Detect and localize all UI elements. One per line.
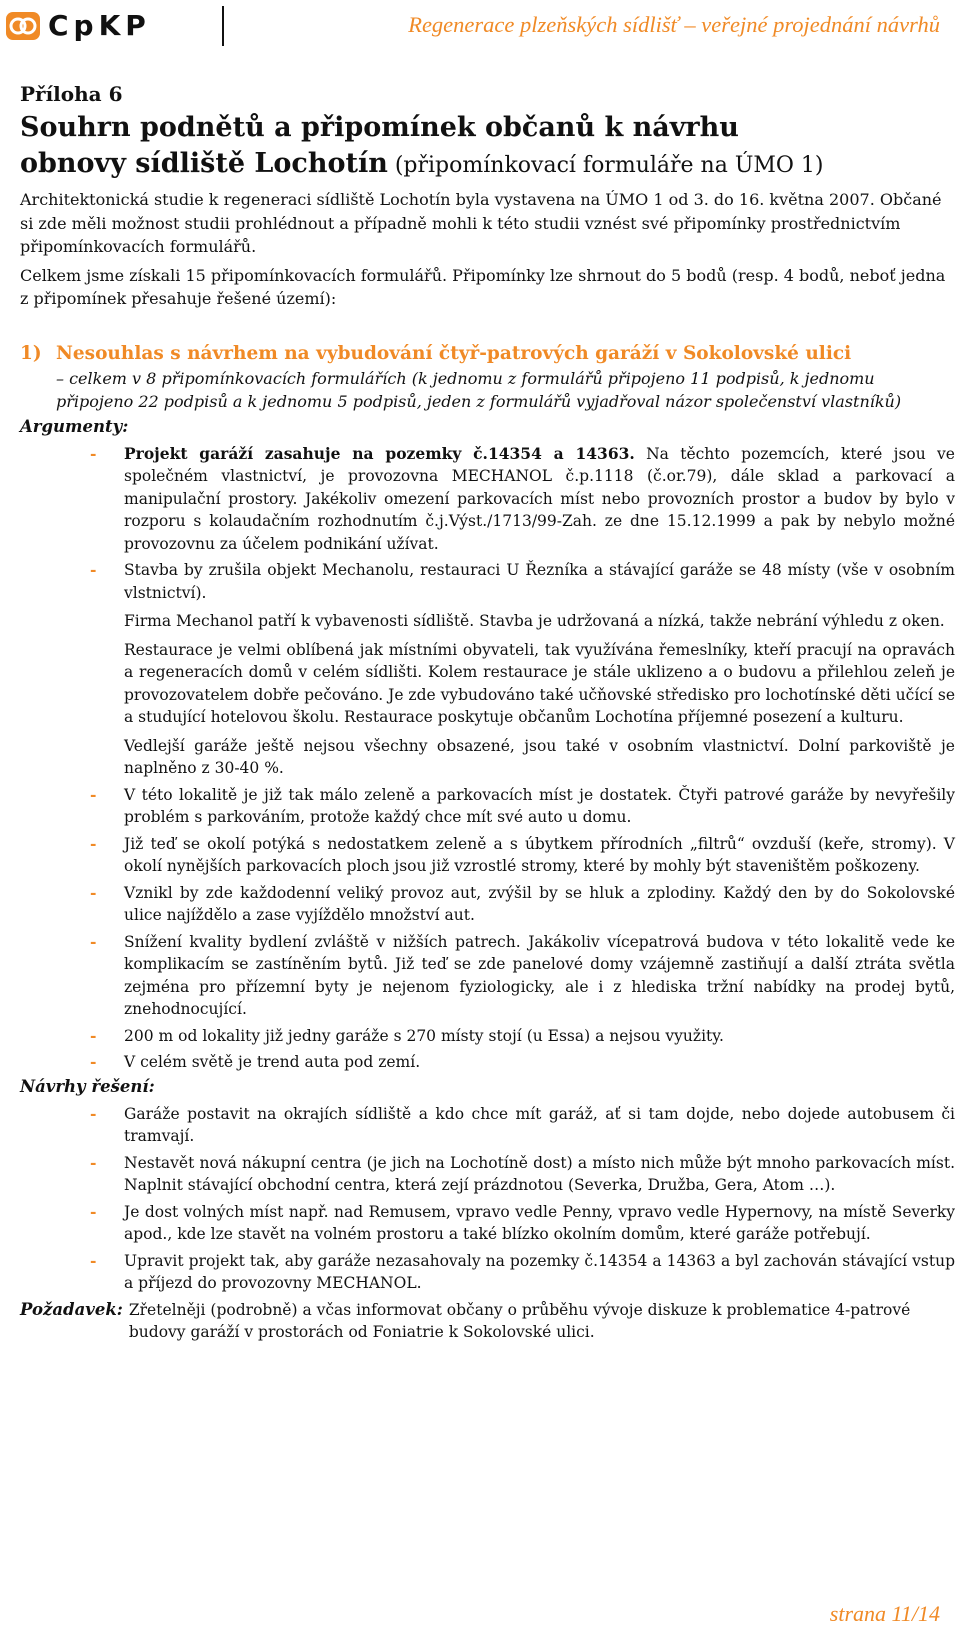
argument-4: Již teď se okolí potýká s nedostatkem zeleně a s úbytkem přírodních „filtrů“ ovzduší (keře, stromy). V okolí nynějších parkovacích ploch jsou již vzrostlé stromy, které by mohly být staveništěm poškozeny. <box>124 834 955 875</box>
bullet-dash: - <box>90 784 97 804</box>
title-line-1: Souhrn podnětů a připomínek občanů k návrhu <box>20 112 739 143</box>
header-title: Regenerace plzeňských sídlišť – veřejné projednání návrhů <box>408 12 940 37</box>
demand-text: Zřetelněji (podrobně) a včas informovat občany o průběhu vývoje diskuze k problematice 4-patrové budovy garáží v prostorách od Foniatrie k Sokolovské ulici. <box>128 1300 911 1341</box>
point-title: Nesouhlas s návrhem na vybudování čtyř-patrových garáží v Sokolovské ulici <box>56 342 852 364</box>
title-line-2-bold: obnovy sídliště Lochotín <box>20 148 388 179</box>
bullet-dash: - <box>90 1103 97 1123</box>
point-number: 1) <box>20 342 42 364</box>
bullet-dash: - <box>90 1152 97 1172</box>
list-item <box>20 1051 955 1074</box>
argument-1-rest: Na těchto pozemcích, které jsou ve společném vlastnictví, je provozovna MECHANOL č.p.1118 (č.or.79), dále sklad a parkovací a manipulační prostory. Jakékoliv omezení parkovacích míst nebo provozních prostor a budov by bylo v rozporu s kolaudačním rozhodnutím č.j.Výst./1713/99-Zah. ze dne 15.12.1999 a pak by nebylo možné provozovnu za účelem podnikání užívat. <box>124 444 955 553</box>
page-header <box>0 0 960 56</box>
bullet-dash: - <box>90 443 97 463</box>
argument-2-detail-2: Restaurace je velmi oblíbená jak místními obyvateli, tak využívána řemeslníky, kteří pracují na opravách a regeneracích domů v celém sídlišti. Kolem restaurace je stále uklizeno a o budovu a přilehlou zeleň je provozovatelem dobře pečováno. Je zde vybudováno také učňovské středisko pro lochotínské děti učící se a studující hotelovou školu. Restaurace poskytuje občanům Lochotína příjemné posezení a kulturu. <box>124 640 955 726</box>
list-item <box>20 1025 955 1048</box>
arguments-label: Argumenty: <box>20 416 129 436</box>
proposals-label: Návrhy řešení: <box>20 1076 155 1096</box>
intro-paragraph-1: Architektonická studie k regeneraci sídliště Lochotín byla vystavena na ÚMO 1 od 3. do 16. května 2007. Občané si zde měli možnost studii prohlédnout a případně mohli k této studii vznést své připomínky prostřednictvím připomínkovacích formulářů. <box>20 190 942 256</box>
header-divider <box>222 6 224 46</box>
argument-6: Snížení kvality bydlení zvláště v nižších patrech. Jakákoliv vícepatrová budova v této lokalitě vede ke komplikacím se zastíněním bytů. Již teď se zde panelové domy vzájemně zastiňují a další ztráta světla zejména pro přízemní byty je nejenom fyziologicky, ale i z hlediska tržní nabídky na prodej bytů, znehodnocující. <box>124 932 955 1018</box>
point-heading <box>20 341 955 367</box>
point-subtitle: – celkem v 8 připomínkovacích formulářích (k jednomu z formulářů připojeno 11 podpisů, k jednomu připojeno 22 podpisů a k jednomu 5 podpisů, jeden z formulářů vyjadřoval názor společenství vlastníků) <box>56 368 902 411</box>
list-item <box>20 833 955 878</box>
document-body <box>20 80 955 1344</box>
demand-label: Požadavek: <box>20 1299 123 1319</box>
bullet-dash: - <box>90 882 97 902</box>
proposal-3: Je dost volných míst např. nad Remusem, vpravo vedle Penny, vpravo vedle Hypernovy, na místě Severky apod., kde lze stavět na volném prostoru a také blízko okolním domům, které garáže potřebují. <box>124 1202 955 1243</box>
proposal-1: Garáže postavit na okrajích sídliště a kdo chce mít garáž, ať si tam dojde, nebo dojede autobusem či tramvají. <box>124 1104 955 1145</box>
bullet-dash: - <box>90 931 97 951</box>
list-item <box>20 559 955 604</box>
list-item <box>20 1152 955 1197</box>
list-item <box>20 784 955 829</box>
bullet-dash: - <box>90 560 97 579</box>
page-number: strana 11/14 <box>829 1601 940 1626</box>
bullet-dash: - <box>90 1250 97 1270</box>
list-item <box>20 1201 955 1246</box>
demand-block <box>20 1299 955 1344</box>
title-line-2-rest: (připomínkovací formuláře na ÚMO 1) <box>387 153 824 178</box>
bullet-dash: - <box>90 1025 97 1045</box>
bullet-dash: - <box>90 833 97 853</box>
argument-2-detail-1: Firma Mechanol patří k vybavenosti sídliště. Stavba je udržovaná a nízká, takže nebrání výhledu z oken. <box>124 612 945 630</box>
bullet-dash: - <box>90 1052 97 1071</box>
argument-1-bold: Projekt garáží zasahuje na pozemky č.14354 a 14363. <box>124 443 635 463</box>
argument-3: V této lokalitě je již tak málo zeleně a parkovacích míst je dostatek. Čtyři patrové garáže by nevyřešily problém s parkováním, protože každý chce mít své auto u domu. <box>124 785 955 826</box>
bullet-dash: - <box>90 1201 97 1221</box>
argument-1 <box>124 443 955 556</box>
appendix-label: Příloha 6 <box>20 82 123 106</box>
proposal-2: Nestavět nová nákupní centra (je jich na Lochotíně dost) a místo nich může být mnoho parkovacích míst. Naplnit stávající obchodní centra, která zejí prázdnotou (Severka, Družba, Gera, Atom …). <box>124 1153 955 1194</box>
page-title <box>20 110 955 184</box>
title-line-2 <box>20 146 955 184</box>
argument-7: 200 m od lokality již jedny garáže s 270 místy stojí (u Essa) a nejsou využity. <box>124 1026 724 1045</box>
logo <box>6 9 151 42</box>
logo-mark-icon <box>6 12 40 40</box>
list-item <box>20 443 955 556</box>
proposal-4: Upravit projekt tak, aby garáže nezasahovaly na pozemky č.14354 a 14363 a byl zachován stávající vstup a příjezd do provozovny MECHANOL. <box>124 1251 955 1292</box>
list-item <box>20 1250 955 1295</box>
list-item <box>20 1103 955 1148</box>
argument-8: V celém světě je trend auta pod zemí. <box>124 1053 421 1071</box>
logo-text: CpKP <box>48 9 151 42</box>
argument-5: Vznikl by zde každodenní veliký provoz aut, zvýšil by se hluk a zplodiny. Každý den by do Sokolovské ulice najíždělo a zase vyjíždělo množství aut. <box>124 883 955 924</box>
list-item <box>20 931 955 1021</box>
intro-paragraph-2: Celkem jsme získali 15 připomínkovacích formulářů. Připomínky lze shrnout do 5 bodů (resp. 4 bodů, neboť jedna z připomínek přesahuje řešené území): <box>20 265 946 308</box>
argument-2: Stavba by zrušila objekt Mechanolu, restauraci U Řezníka a stávající garáže se 48 místy (vše v osobním vlstnictví). <box>124 561 955 602</box>
list-item <box>20 882 955 927</box>
argument-2-detail-3: Vedlejší garáže ještě nejsou všechny obsazené, jsou také v osobním vlastnictví. Dolní parkoviště je naplněno z 30-40 %. <box>124 736 955 777</box>
